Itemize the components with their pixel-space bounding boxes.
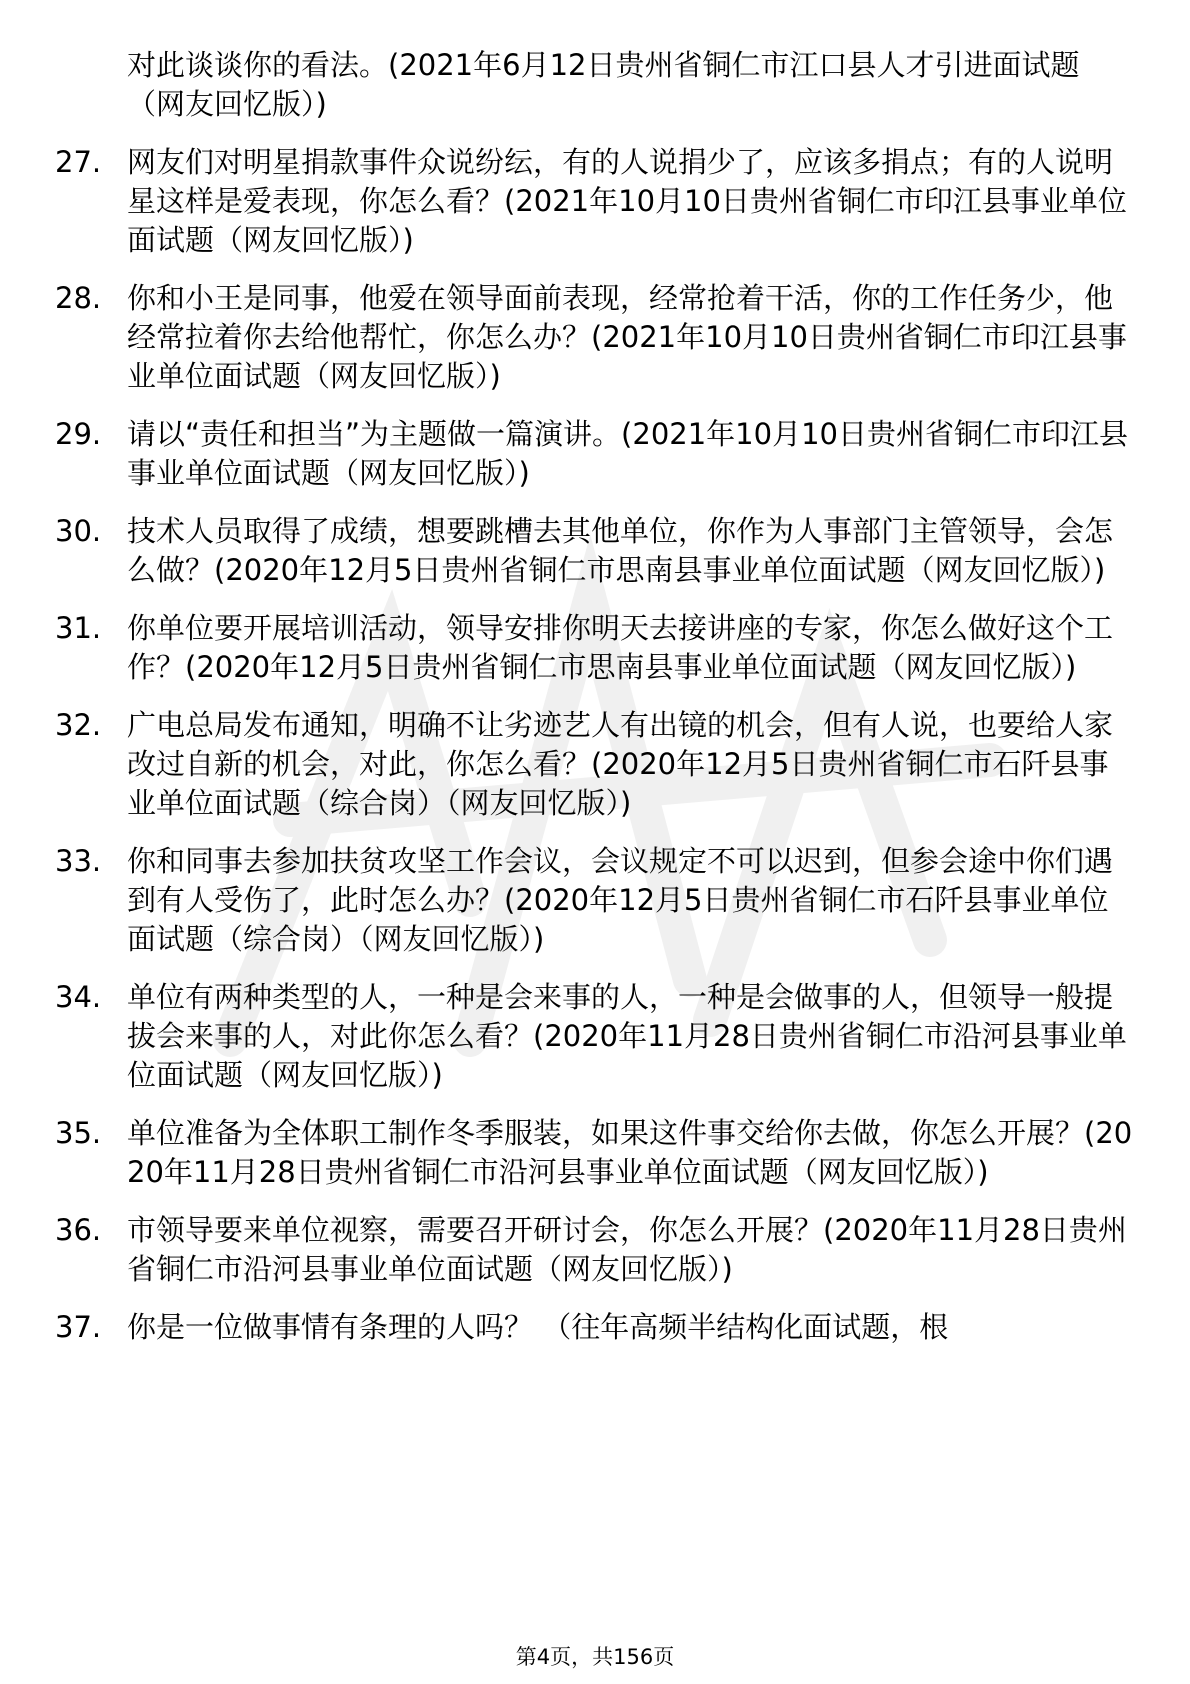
question-item <box>55 978 1135 1095</box>
question-number: 34. <box>55 980 102 1014</box>
question-text: 单位准备为全体职工制作冬季服装，如果这件事交给你去做，你怎么开展？(2020年11月28日贵州省铜仁市沿河县事业单位面试题（网友回忆版）) <box>127 1116 1133 1189</box>
question-number: 27. <box>55 145 102 179</box>
page-footer <box>0 1643 1190 1671</box>
question-number: 37. <box>55 1310 102 1344</box>
question-item <box>55 512 1135 590</box>
question-text: 你和小王是同事，他爱在领导面前表现，经常抢着干活，你的工作任务少，他经常拉着你去给他帮忙，你怎么办？(2021年10月10日贵州省铜仁市印江县事业单位面试题（网友回忆版）) <box>127 281 1127 393</box>
question-text: 你和同事去参加扶贫攻坚工作会议，会议规定不可以迟到，但参会途中你们遇到有人受伤了，此时怎么办？(2020年12月5日贵州省铜仁市石阡县事业单位面试题（综合岗）（网友回忆版）) <box>127 844 1114 956</box>
question-item <box>55 279 1135 396</box>
question-text: 你是一位做事情有条理的人吗？ （往年高频半结构化面试题，根 <box>127 1310 949 1344</box>
question-text: 你单位要开展培训活动，领导安排你明天去接讲座的专家，你怎么做好这个工作？(2020年12月5日贵州省铜仁市思南县事业单位面试题（网友回忆版）) <box>127 611 1114 684</box>
question-number: 35. <box>55 1116 102 1150</box>
question-text: 网友们对明星捐款事件众说纷纭，有的人说捐少了，应该多捐点；有的人说明星这样是爱表现，你怎么看？(2021年10月10日贵州省铜仁市印江县事业单位面试题（网友回忆版）) <box>127 145 1127 257</box>
question-number: 29. <box>55 417 102 451</box>
question-text: 请以“责任和担当”为主题做一篇演讲。(2021年10月10日贵州省铜仁市印江县事业单位面试题（网友回忆版）) <box>127 417 1128 490</box>
question-item <box>55 706 1135 823</box>
question-item <box>55 143 1135 260</box>
question-text: 技术人员取得了成绩，想要跳槽去其他单位，你作为人事部门主管领导，会怎么做？(2020年12月5日贵州省铜仁市思南县事业单位面试题（网友回忆版）) <box>127 514 1114 587</box>
question-item <box>55 609 1135 687</box>
question-number: 36. <box>55 1213 102 1247</box>
question-list <box>55 46 1135 1366</box>
page-number-label: 第4页，共156页 <box>515 1645 675 1669</box>
question-text: 对此谈谈你的看法。(2021年6月12日贵州省铜仁市江口县人才引进面试题（网友回忆版）) <box>127 48 1080 121</box>
question-number: 30. <box>55 514 102 548</box>
question-item <box>55 415 1135 493</box>
question-item <box>55 46 1135 124</box>
question-item <box>55 1211 1135 1289</box>
question-number: 28. <box>55 281 102 315</box>
question-number: 33. <box>55 844 102 878</box>
question-text: 市领导要来单位视察，需要召开研讨会，你怎么开展？(2020年11月28日贵州省铜仁市沿河县事业单位面试题（网友回忆版）) <box>127 1213 1127 1286</box>
question-item <box>55 1114 1135 1192</box>
question-text: 广电总局发布通知，明确不让劣迹艺人有出镜的机会，但有人说，也要给人家改过自新的机会，对此，你怎么看？(2020年12月5日贵州省铜仁市石阡县事业单位面试题（综合岗）（网友回忆版）) <box>127 708 1114 820</box>
question-text: 单位有两种类型的人，一种是会来事的人，一种是会做事的人，但领导一般提拔会来事的人，对此你怎么看？(2020年11月28日贵州省铜仁市沿河县事业单位面试题（网友回忆版）) <box>127 980 1127 1092</box>
question-number: 31. <box>55 611 102 645</box>
question-item <box>55 842 1135 959</box>
question-number: 32. <box>55 708 102 742</box>
question-item <box>55 1308 1135 1347</box>
